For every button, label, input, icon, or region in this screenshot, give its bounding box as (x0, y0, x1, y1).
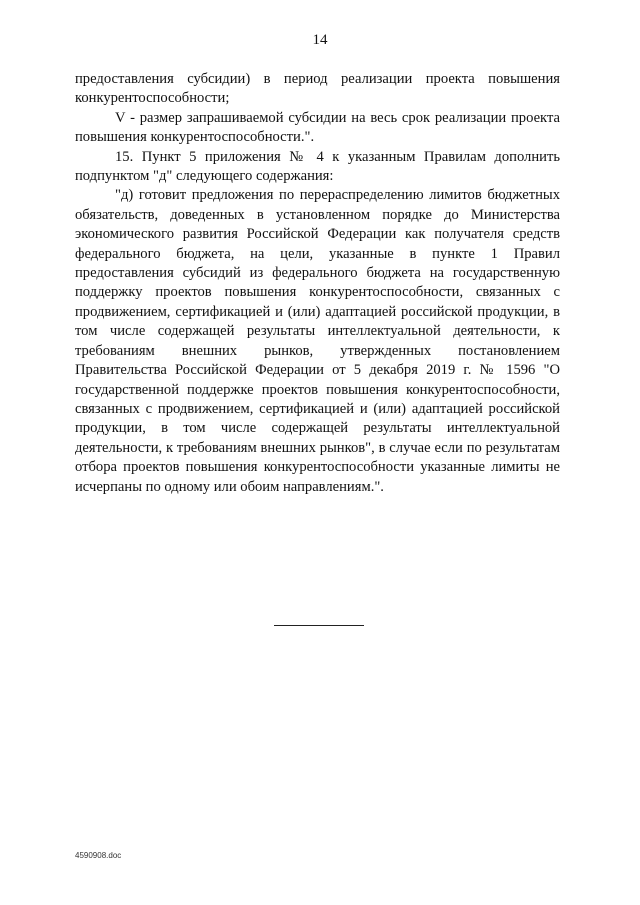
paragraph-subitem-d: "д) готовит предложения по перераспределению лимитов бюджетных обязательств, доведенных в установленном порядке до Министерства экономического развития Российской Федерации как получателя средств федерального бюджета, на цели, указанные в пункте 1 Правил предоставления субсидий из федерального бюджета на государственную поддержку проектов повышения конкурентоспособности, связанных с продвижением, сертификацией и (или) адаптацией российской продукции, в том числе содержащей результаты интеллектуальной деятельности, к требованиям внешних рынков, утвержденных постановлением Правительства Российской Федерации от 5 декабря 2019 г. № 1596 "О государственной поддержке проектов повышения конкурентоспособности, связанных с продвижением, сертификацией и (или) адаптацией российской продукции, в том числе содержащей результаты интеллектуальной деятельности, к требованиям внешних рынков", в случае если по результатам отбора проектов повышения конкурентоспособности указанные лимиты не исчерпаны по одному или обоим направлениям.". (75, 187, 560, 495)
paragraph-v-definition: V - размер запрашиваемой субсидии на весь срок реализации проекта повышения конкурентоспособности.". (75, 109, 560, 146)
end-separator-line (274, 625, 364, 626)
document-file-id: 4590908.doc (75, 851, 122, 860)
page-number: 14 (312, 32, 328, 48)
document-body (75, 70, 560, 497)
paragraph-formula-continuation: предоставления субсидии) в период реализации проекта повышения конкурентоспособности; (75, 71, 560, 107)
paragraph-item-15: 15. Пункт 5 приложения № 4 к указанным Правилам дополнить подпунктом "д" следующего содержания: (75, 148, 560, 185)
